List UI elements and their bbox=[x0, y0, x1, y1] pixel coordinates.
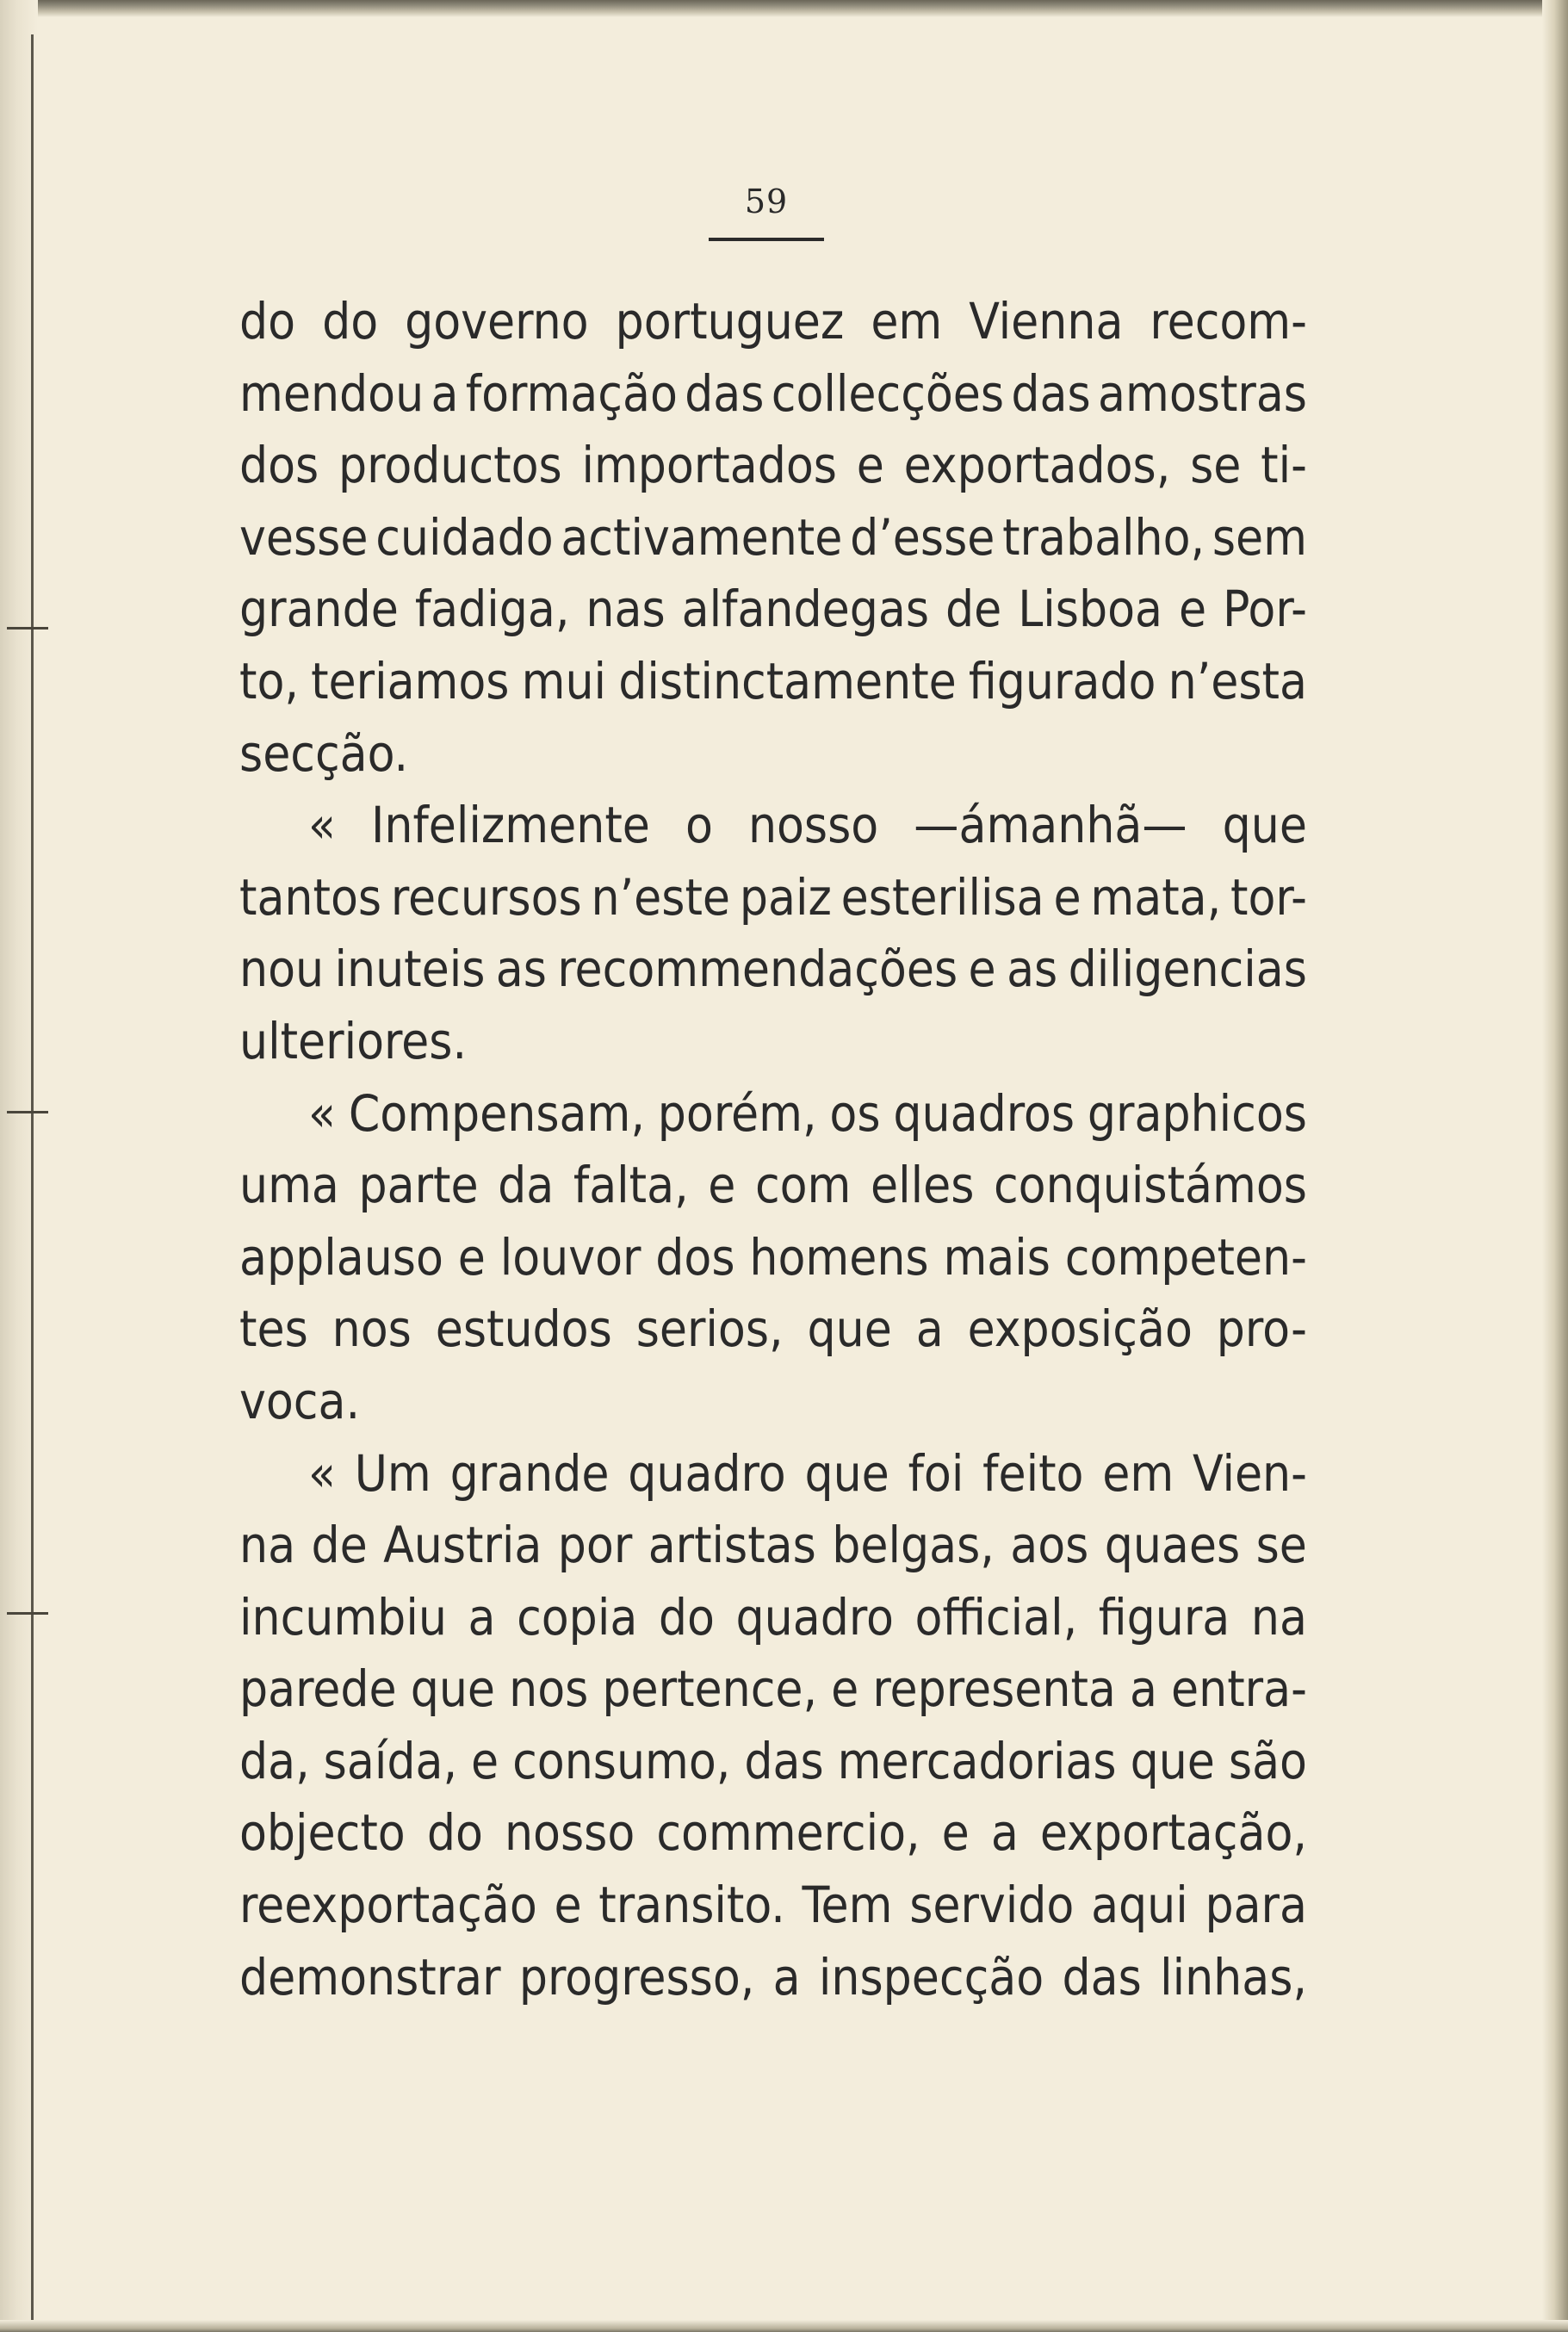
text-line: « Infelizmente o nosso —ámanhã— que bbox=[308, 796, 1307, 855]
text-line: applauso e louvor dos homens mais competen- bbox=[239, 1227, 1307, 1287]
text-line: na de Austria por artistas belgas, aos quaes se bbox=[239, 1516, 1307, 1575]
text-line: do do governo portuguez em Vienna recom- bbox=[239, 292, 1307, 350]
page-bottom-edge bbox=[0, 2320, 1568, 2332]
text-line: reexportação e transito. Tem servido aqui para bbox=[239, 1876, 1307, 1935]
text-line: incumbiu a copia do quadro official, figura na bbox=[239, 1587, 1307, 1647]
text-line: mendou a formação das collecções das amostras bbox=[239, 363, 1307, 423]
binding-tick-mark bbox=[7, 1612, 48, 1615]
page-right-edge bbox=[1542, 0, 1568, 2332]
text-line: ulteriores. bbox=[239, 1011, 468, 1070]
text-line: to, teriamos mui distinctamente figurado n’esta bbox=[239, 651, 1307, 710]
text-line: nou inuteis as recommendações e as diligencias bbox=[239, 940, 1307, 999]
text-line: dos productos importados e exportados, se ti- bbox=[239, 436, 1307, 495]
text-line: demonstrar progresso, a inspecção das linhas, bbox=[239, 1947, 1307, 2006]
text-line: da, saída, e consumo, das mercadorias que são bbox=[239, 1731, 1307, 1790]
text-line: vesse cuidado activamente d’esse trabalho, sem bbox=[239, 507, 1307, 567]
text-line: tes nos estudos serios, que a exposição pro- bbox=[239, 1299, 1307, 1359]
page-top-edge bbox=[0, 0, 1568, 17]
text-line: « Um grande quadro que foi feito em Vien- bbox=[308, 1443, 1307, 1503]
page-number-rule bbox=[709, 238, 824, 241]
body-text bbox=[239, 286, 1307, 2013]
text-line: « Compensam, porém, os quadros graphicos bbox=[308, 1083, 1307, 1143]
text-line: uma parte da falta, e com elles conquistámos bbox=[239, 1156, 1307, 1215]
text-line: grande fadiga, nas alfandegas de Lisboa e Por- bbox=[239, 580, 1307, 639]
text-line: objecto do nosso commercio, e a exportação, bbox=[239, 1803, 1307, 1863]
text-line: parede que nos pertence, e representa a entra- bbox=[239, 1659, 1307, 1719]
page-number: 59 bbox=[744, 183, 789, 220]
text-line: tantos recursos n’este paiz esterilisa e mata, tor- bbox=[239, 867, 1307, 927]
text-line: secção. bbox=[239, 723, 409, 783]
binding-tick-mark bbox=[7, 1111, 48, 1113]
binding-tick-mark bbox=[7, 627, 48, 630]
text-line: voca. bbox=[239, 1371, 361, 1430]
binding-rule bbox=[31, 34, 34, 2325]
